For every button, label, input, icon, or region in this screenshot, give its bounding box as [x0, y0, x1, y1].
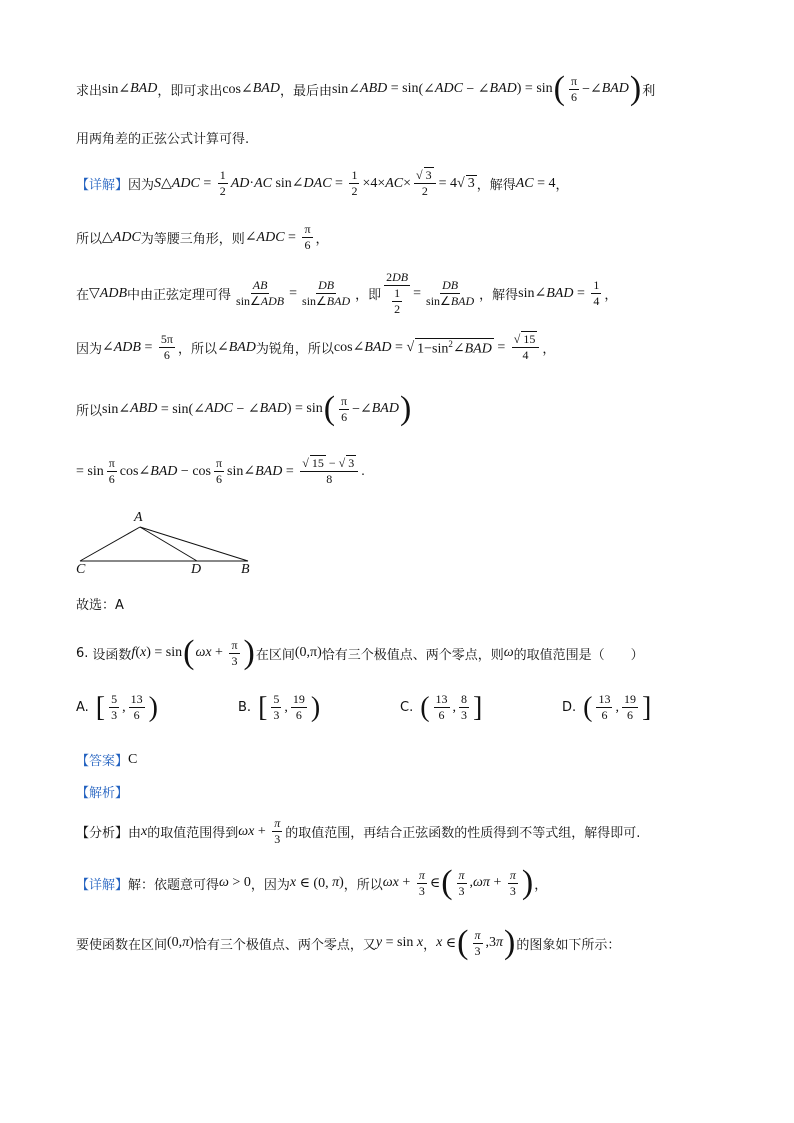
- analysis-tag: 【解析】: [76, 786, 129, 801]
- text: 恰有三个极值点、两个零点，又: [193, 937, 376, 953]
- text: ，: [604, 288, 618, 303]
- text: ，: [315, 232, 329, 247]
- last-line: 要使函数在区间 (0, π ) 恰有三个极值点、两个零点，又 y = sin x ， x ∈ ( $\frac{\pi}{3}$ ,3 π ) 的图象如下所示：: [76, 924, 621, 961]
- text-line-8: = sin $\frac{\pi}{6}$ cos∠ BAD − cos $\frac{\pi}{6}$ sin∠ BAD = $\frac{√ 15 - √ 3}{8}$ .: [76, 456, 365, 486]
- bracket-right: ): [310, 691, 321, 723]
- analysis-line: [76, 782, 128, 801]
- text: 所以: [76, 232, 103, 247]
- question-6: 6. 设函数 f ( x ) = sin ( ωx + $\frac{\pi}{3}$ ) 在区间 (0,π) 恰有三个极值点、两个零点，则 ω 的取值范围是（ ）: [76, 634, 644, 671]
- bracket-right: ]: [473, 691, 483, 723]
- detail2-line: 【详解】 解：依题意可得 ω > 0 ，因为 x ∈ (0, π ) ，所以 ωx + $\frac{\pi}{3}$ ∈ ( $\frac{\pi}{3}$ , ωπ + $\frac{\pi}{3}$ ) ，: [76, 864, 548, 901]
- text: 为锐角，所以: [255, 342, 334, 357]
- vertex-A-label: A: [134, 510, 143, 525]
- numerator: 19: [623, 692, 636, 706]
- option-label: A.: [76, 700, 89, 715]
- text-line-1: 求出 sin∠ BAD ，即可求出 cos∠ BAD ，最后由 sin∠ ABD = sin (∠ ADC − ∠ BAD ) = sin ( $\frac{\pi}{6}$ −∠ BAD ) 利: [76, 70, 656, 107]
- vertex-B-label: B: [241, 562, 250, 577]
- text: 的取值范围，再结合正弦函数的性质得到不等式组，解得即可.: [285, 826, 641, 841]
- text: 要使函数在区间: [76, 937, 168, 953]
- question-number: 6.: [76, 645, 89, 661]
- text: ，即: [355, 288, 382, 303]
- text-line-3: 【详解】 因为 S △ADC = $\frac{1}{2}$ AD · AC sin∠ DAC = $\frac{1}{2}$ ×4× AC × $\frac{√ 3}{2}$ = 4√ 3 ，解得 AC = 4 ，: [76, 168, 569, 198]
- text: 在: [76, 288, 90, 303]
- text: 由: [128, 826, 142, 841]
- option-C[interactable]: C. ( $\frac{13}{6}$ , $\frac{8}{3}$ ]: [400, 691, 483, 723]
- numerator: 5: [111, 692, 118, 706]
- text: 因为: [128, 178, 155, 193]
- numerator: 13: [598, 692, 611, 706]
- option-B[interactable]: B. [ $\frac{5}{3}$ , $\frac{19}{6}$ ): [238, 691, 321, 723]
- option-label: C.: [400, 700, 414, 715]
- option-D[interactable]: D. ( $\frac{13}{6}$ , $\frac{19}{6}$ ]: [562, 691, 652, 723]
- text-line-6: 因为 ∠ ADB = $\frac{5\pi}{6}$ ，所以 ∠ BAD 为锐角，所以 cos∠ BAD = √ $1-\sin^2\angle BAD$ = $\frac{√ 15}{4}$ ，: [76, 332, 556, 362]
- text-line-5: 在 ▽ ADB 中由正弦定理可得 $\frac{AB}{\text{sin∠ADB}}$ = $\frac{DB}{\text{sin∠BAD}}$ ，即 $\frac{2DB}{\frac{1}{2}}$ = $\frac{DB}{\text{sin∠BAD}}$ ，解得 sin∠ BAD = $\frac{1}{4}$ ，: [76, 270, 618, 316]
- option-label: B.: [238, 700, 252, 715]
- text-line-2: [76, 128, 249, 147]
- text: ，因为: [250, 877, 290, 893]
- fenxi-tag: 【分析】: [76, 826, 129, 841]
- denominator: 6: [626, 708, 633, 722]
- numerator: 13: [435, 692, 448, 706]
- numerator: 5: [273, 692, 280, 706]
- text: 中由正弦定理可得: [127, 288, 232, 303]
- text: 的图象如下所示：: [516, 937, 621, 953]
- text: ，最后由: [279, 83, 332, 99]
- text: 因为: [76, 342, 103, 357]
- detail-tag: 【详解】: [76, 178, 129, 193]
- numerator: 13: [130, 692, 143, 706]
- text: 的取值范围得到: [147, 826, 239, 841]
- answer-value: C: [128, 751, 138, 767]
- vertex-D-label: D: [191, 562, 202, 577]
- text: ，: [542, 342, 556, 357]
- text: 利: [642, 83, 656, 99]
- text: ，解得: [476, 178, 516, 193]
- detail-tag: 【详解】: [76, 877, 129, 893]
- answer-line: [76, 750, 137, 769]
- option-A[interactable]: A. [ $\frac{5}{3}$ , $\frac{13}{6}$ ): [76, 691, 158, 723]
- text: 求出: [76, 83, 103, 99]
- bracket-right: ]: [641, 691, 652, 723]
- answer-choice: 故选：A: [76, 598, 124, 613]
- denominator: 3: [273, 708, 280, 722]
- text: 恰有三个极值点、两个零点，则: [321, 647, 504, 663]
- answer-tag: 【答案】: [76, 754, 129, 769]
- text: 用两角差的正弦公式计算可得.: [76, 132, 250, 147]
- denominator: 3: [111, 708, 118, 722]
- choose-line: [76, 594, 124, 613]
- text: ，所以: [177, 342, 217, 357]
- denominator: 6: [295, 708, 302, 722]
- text: 设函数: [92, 647, 132, 663]
- vertex-C-label: C: [76, 562, 86, 577]
- text: ，所以: [343, 877, 383, 893]
- bracket-left: (: [583, 691, 593, 723]
- bracket-right: ): [148, 691, 158, 723]
- text: 解：依题意可得: [128, 877, 220, 893]
- triangle-figure: [70, 510, 270, 580]
- text-line-4: 所以 △ ADC 为等腰三角形，则 ∠ ADC = $\frac{\pi}{6}$ ，: [76, 222, 329, 252]
- text: 所以: [76, 403, 103, 419]
- text: 的取值范围是（ ）: [513, 647, 644, 663]
- denominator: 6: [601, 708, 608, 722]
- text: 为等腰三角形，则: [140, 232, 245, 247]
- text: ，解得: [479, 288, 519, 303]
- bracket-left: [: [258, 691, 268, 723]
- bracket-left: [: [95, 691, 106, 723]
- option-label: D.: [562, 700, 577, 715]
- text: ，: [423, 937, 437, 953]
- denominator: 6: [133, 708, 140, 722]
- text: ，即可求出: [157, 83, 223, 99]
- denominator: 3: [461, 708, 468, 722]
- text: 在区间: [255, 647, 295, 663]
- numerator: 19: [292, 692, 305, 706]
- numerator: 8: [461, 692, 468, 706]
- fenxi-line: 【分析】 由 x 的取值范围得到 ωx + $\frac{\pi}{3}$ 的取值范围，再结合正弦函数的性质得到不等式组，解得即可.: [76, 816, 641, 846]
- triangle-svg: [70, 510, 270, 580]
- text-line-7: 所以 sin∠ ABD = sin(∠ ADC − ∠ BAD ) = sin ( $\frac{\pi}{6}$ −∠ BAD ): [76, 390, 412, 427]
- denominator: 6: [438, 708, 445, 722]
- bracket-left: (: [420, 691, 430, 723]
